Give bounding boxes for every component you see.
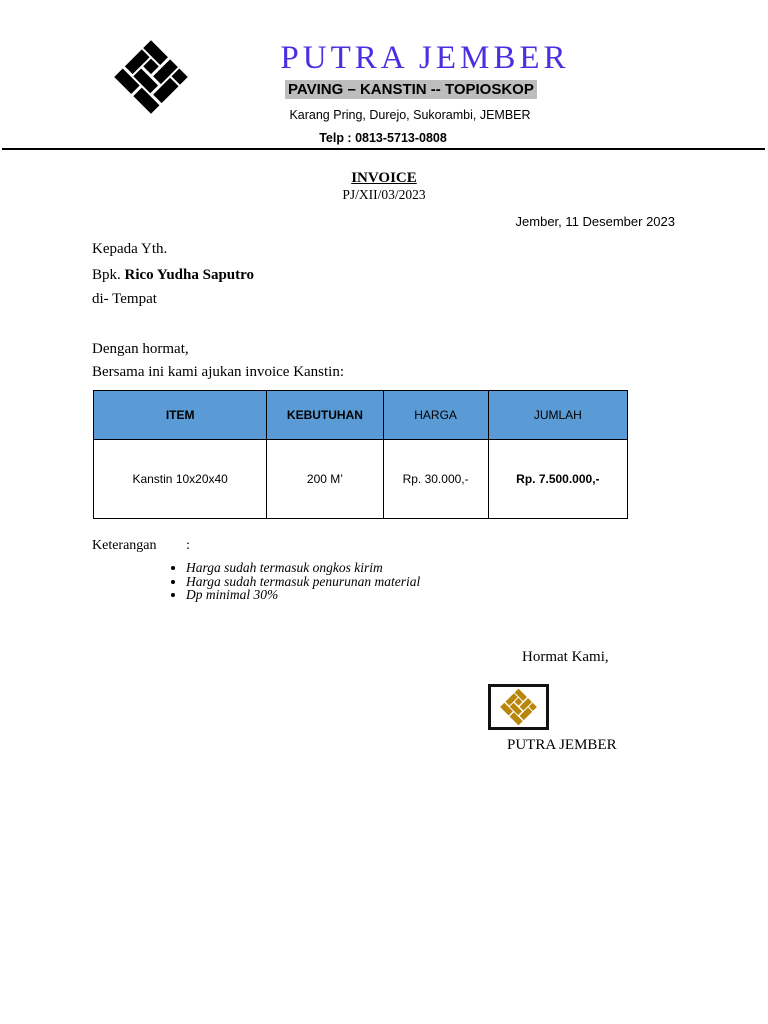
header-divider [2, 148, 765, 150]
logo-brick [125, 49, 150, 74]
header-jumlah: JUMLAH [488, 391, 627, 440]
logo-brick [133, 88, 159, 114]
header-item: ITEM [94, 391, 267, 440]
table-header-row [94, 391, 628, 440]
addressee-line: Kepada Yth. [92, 241, 168, 257]
invoice-date: Jember, 11 Desember 2023 [515, 214, 675, 229]
cell-jumlah: Rp. 7.500.000,- [488, 440, 627, 519]
logo-brick [153, 59, 178, 84]
notes-label: Keterangan [92, 538, 157, 553]
table-row [94, 440, 628, 519]
company-name: PUTRA JEMBER [280, 40, 570, 76]
recipient-line [92, 267, 254, 284]
header-harga: HARGA [383, 391, 488, 440]
logo-brick [133, 69, 158, 94]
cell-harga: Rp. 30.000,- [383, 440, 488, 519]
notes-colon: : [186, 538, 190, 553]
invoice-number: PJ/XII/03/2023 [342, 187, 426, 202]
company-tagline: PAVING – KANSTIN -- TOPIOSKOP [285, 80, 537, 99]
company-phone: Telp : 0813-5713-0808 [319, 131, 447, 145]
logo-brick [114, 69, 139, 94]
company-address: Karang Pring, Durejo, Sukorambi, JEMBER [289, 108, 531, 122]
company-logo [92, 38, 210, 116]
note-item: • Harga sudah termasuk penurunan material [186, 575, 420, 589]
note-item: • Harga sudah termasuk ongkos kirim [186, 561, 420, 575]
company-stamp [488, 684, 549, 730]
signature-name: PUTRA JEMBER [507, 737, 617, 753]
header-kebutuhan: KEBUTUHAN [267, 391, 383, 440]
cell-kebutuhan: 200 M’ [267, 440, 383, 519]
greeting: Dengan hormat, [92, 341, 189, 357]
notes-list [164, 561, 420, 602]
intro-text: Bersama ini kami ajukan invoice Kanstin: [92, 364, 345, 380]
place-line: di- Tempat [92, 291, 157, 307]
note-item: • Dp minimal 30% [186, 588, 420, 602]
cell-item: Kanstin 10x20x40 [94, 440, 267, 519]
recipient-name: Rico Yudha Saputro [124, 267, 255, 283]
invoice-table [93, 390, 628, 519]
closing-text: Hormat Kami, [522, 649, 609, 665]
invoice-title: INVOICE [351, 170, 417, 186]
recipient-prefix: Bpk. [92, 267, 121, 283]
logo-brick [143, 40, 168, 65]
stamp-logo-icon [491, 687, 546, 727]
logo-brick [153, 78, 178, 103]
